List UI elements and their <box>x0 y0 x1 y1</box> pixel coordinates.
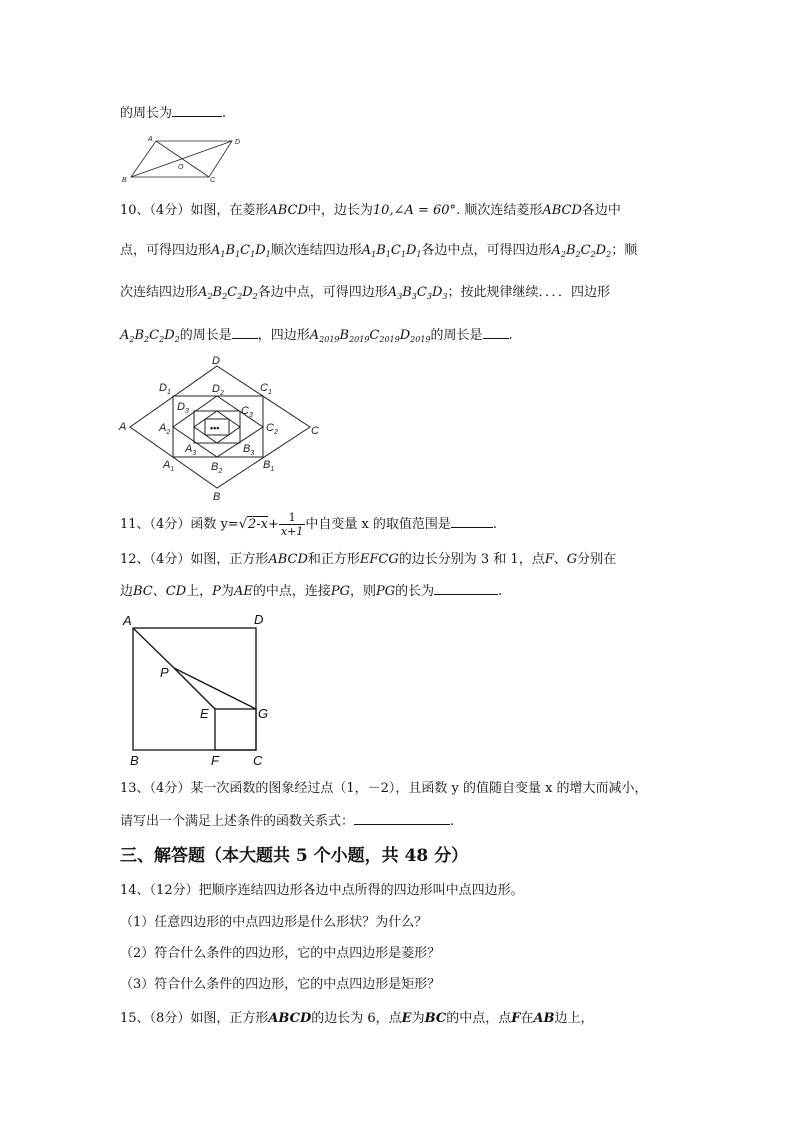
label-C3: $C_3$ <box>241 405 253 419</box>
label-A3: $A_3$ <box>185 443 197 457</box>
label-E: E <box>200 706 209 721</box>
answer-blank <box>172 104 222 117</box>
label-B2: $B_2$ <box>211 461 223 475</box>
q10-line4: $A_2B_2C_2D_2$的周长是 ，四边形$A_{2019}B_{2019}C_{2019}D_{2019}$的周长是 . <box>120 328 513 344</box>
q12-line2: 边BC、CD上，P为AE的中点，连接PG，则PG的长为 . <box>120 584 503 599</box>
label-C: C <box>311 425 319 437</box>
label-A: A <box>119 421 127 433</box>
label-O: O <box>178 164 184 171</box>
answer-blank <box>354 812 450 825</box>
answer-blank <box>483 326 509 339</box>
label-A: A <box>123 613 132 628</box>
label-C: C <box>253 753 263 768</box>
q11: 11、（4分）函数 y=√2-x+ $\frac{1}{x+1}$ 中自变量 x 的取值范围是 . <box>120 511 498 538</box>
q14-part2: （2）符合什么条件的四边形，它的中点四边形是菱形？ <box>120 946 441 961</box>
q14-part1: （1）任意四边形的中点四边形是什么形状？为什么？ <box>120 915 428 930</box>
label-A2: $A_2$ <box>159 422 171 436</box>
fraction: $\frac{1}{x+1}$ <box>280 511 304 538</box>
q13-line1: 13、（4分）某一次函数的图象经过点（1，－2），且函数 y 的值随自变量 x 的增大而减小， <box>120 781 648 796</box>
label-B3: $B_3$ <box>243 443 255 457</box>
label-F: F <box>211 753 219 768</box>
label-B1: $B_1$ <box>263 459 275 473</box>
label-B: B <box>122 177 127 184</box>
q14-stem: 14、（12分）把顺序连结四边形各边中点所得的四边形叫中点四边形。 <box>120 883 524 898</box>
q9-tail: 的周长为 . <box>120 106 227 121</box>
q13-line2: 请写出一个满足上述条件的函数关系式： . <box>120 814 455 829</box>
label-P: P <box>160 665 169 680</box>
label-B: B <box>130 753 139 768</box>
q12-line1: 12、（4分）如图，正方形ABCD和正方形EFCG的边长分别为 3 和 1，点F、G分别在 <box>120 552 617 567</box>
label-G: G <box>258 706 269 721</box>
parallelogram-figure <box>118 132 248 186</box>
section-heading: 三、解答题（本大题共 5 个小题，共 48 分） <box>120 846 469 866</box>
answer-blank <box>434 582 498 595</box>
q15-stem: 15、（8分）如图，正方形ABCD的边长为 6，点E为BC的中点，点F在AB边上， <box>120 1011 594 1026</box>
label-D1: $D_1$ <box>159 382 171 396</box>
label-C1: $C_1$ <box>260 382 272 396</box>
q14-part3: （3）符合什么条件的四边形，它的中点四边形是矩形？ <box>120 977 441 992</box>
label-C: C <box>210 177 216 184</box>
q10-line3: 次连结四边形$A_2B_2C_2D_2$各边中点，可得四边形$A_3B_3C_3D_3$；按此规律继续．．．．四边形 <box>120 285 610 301</box>
square-figure <box>118 610 278 770</box>
answer-blank <box>232 326 258 339</box>
q10-line2: 点，可得四边形$A_1B_1C_1D_1$顺次连结四边形$A_1B_1C_1D_1$各边中点，可得四边形$A_2B_2C_2D_2$；顺 <box>120 243 638 259</box>
ellipsis-dots: ••• <box>210 423 220 433</box>
label-D3: $D_3$ <box>177 401 189 415</box>
label-D: D <box>212 355 220 367</box>
q10-line1: 10、（4分）如图，在菱形ABCD中，边长为10,∠A = 60°. 顺次连结菱形ABCD各边中 <box>120 203 621 218</box>
label-D: D <box>254 612 264 627</box>
label-B: B <box>213 491 221 502</box>
label-C2: $C_2$ <box>266 422 278 436</box>
answer-blank <box>451 515 493 528</box>
label-A1: $A_1$ <box>163 459 175 473</box>
label-A: A <box>148 136 153 143</box>
nested-rhombus-figure <box>115 352 330 502</box>
label-D: D <box>235 139 241 146</box>
label-D2: $D_2$ <box>212 383 224 397</box>
